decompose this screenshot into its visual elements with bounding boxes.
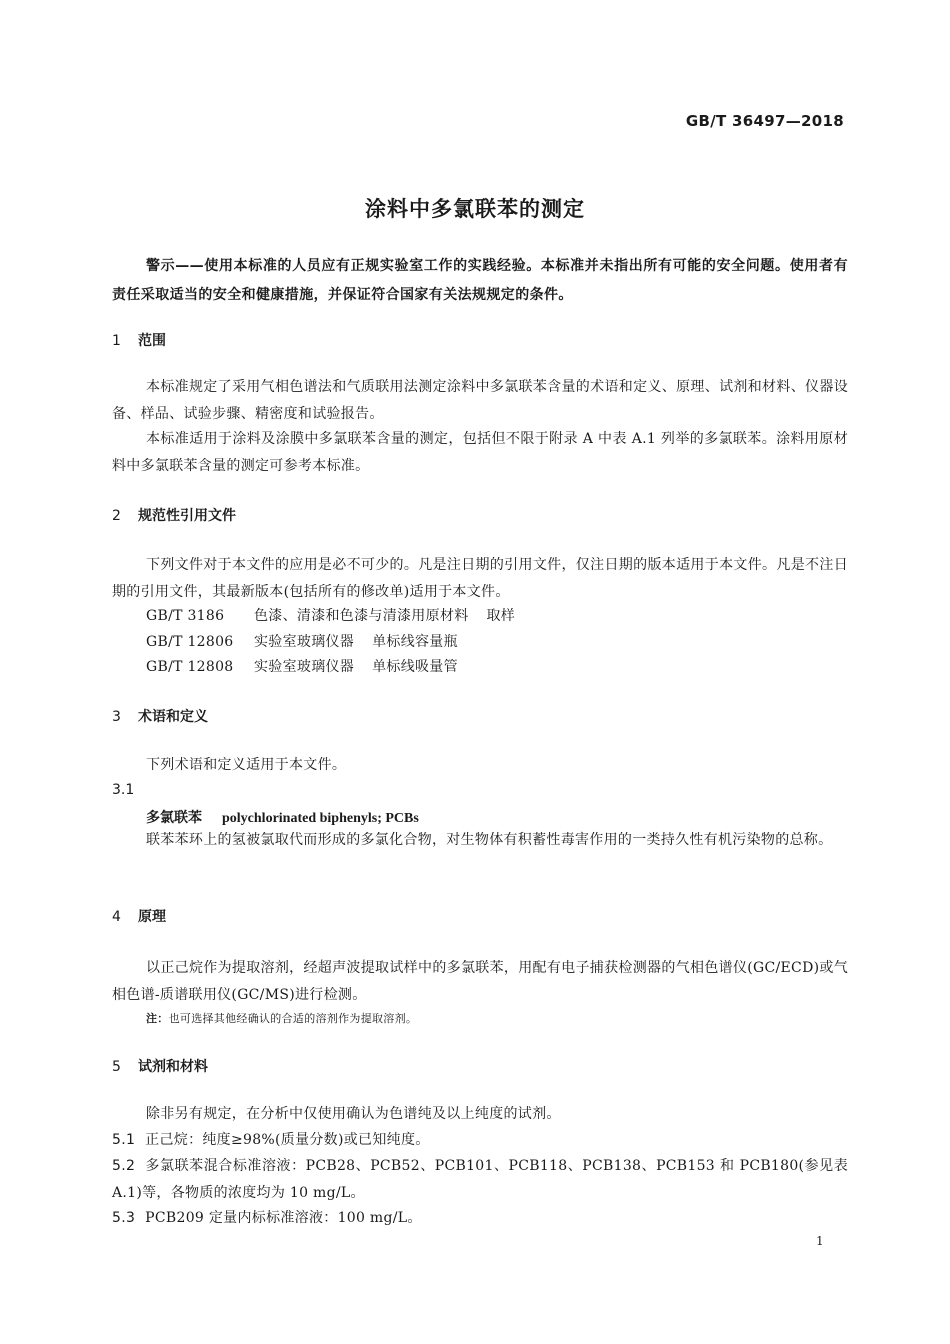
section-title: 范围	[138, 333, 166, 349]
section-number: 1	[112, 333, 121, 349]
clause-text: PCB209 定量内标标准溶液：100 mg/L。	[145, 1210, 422, 1226]
section-title: 规范性引用文件	[138, 508, 236, 524]
section-1-paragraph-1: 本标准规定了采用气相色谱法和气质联用法测定涂料中多氯联苯含量的术语和定义、原理、试剂和材料、仪器设备、样品、试验步骤、精密度和试验报告。	[112, 379, 848, 422]
document-title: 涂料中多氯联苯的测定	[365, 197, 585, 221]
section-5-heading	[112, 1056, 208, 1076]
reference-subtitle: 取样	[486, 608, 516, 624]
section-3-paragraph-1: 下列术语和定义适用于本文件。	[146, 757, 347, 773]
clause-item	[112, 1205, 848, 1232]
term-chinese: 多氯联苯	[146, 810, 202, 826]
section-4-paragraph-1: 以正己烷作为提取溶剂，经超声波提取试样中的多氯联苯，用配有电子捕获检测器的气相色谱仪(GC/ECD)或气相色谱-质谱联用仪(GC/MS)进行检测。	[112, 960, 848, 1003]
reference-subtitle: 单标线容量瓶	[372, 634, 458, 650]
reference-item	[146, 605, 515, 625]
clause-number: 5.3	[112, 1210, 136, 1226]
section-2-heading	[112, 505, 236, 525]
term-definition: 联苯苯环上的氢被氯取代而形成的多氯化合物，对生物体有积蓄性毒害作用的一类持久性有机污染物的总称。	[146, 832, 833, 848]
note-label: 注：	[146, 1012, 169, 1025]
section-5-paragraph-1: 除非另有规定，在分析中仅使用确认为色谱纯及以上纯度的试剂。	[146, 1106, 561, 1122]
clause-text: 多氯联苯混合标准溶液：PCB28、PCB52、PCB101、PCB118、PCB138、PCB153 和 PCB180(参见表 A.1)等，各物质的浓度均为 10 mg/L。	[112, 1158, 848, 1201]
reference-title: 色漆、清漆和色漆与清漆用原材料	[254, 608, 469, 624]
section-1-heading	[112, 330, 166, 350]
section-number: 4	[112, 909, 121, 925]
section-number: 2	[112, 508, 121, 524]
page-number: 1	[816, 1234, 824, 1248]
standard-code: GB/T 36497—2018	[685, 112, 844, 130]
section-number: 3	[112, 709, 121, 725]
section-1-paragraph-2: 本标准适用于涂料及涂膜中多氯联苯含量的测定，包括但不限于附录 A 中表 A.1 列举的多氯联苯。涂料用原材料中多氯联苯含量的测定可参考本标准。	[112, 431, 848, 474]
section-3-heading	[112, 706, 208, 726]
reference-code: GB/T 3186	[146, 608, 225, 624]
reference-code: GB/T 12808	[146, 659, 234, 675]
reference-title: 实验室玻璃仪器	[254, 659, 355, 675]
clause-item	[112, 1153, 848, 1207]
term-english: polychlorinated biphenyls; PCBs	[222, 811, 419, 826]
section-2-paragraph-1: 下列文件对于本文件的应用是必不可少的。凡是注日期的引用文件，仅注日期的版本适用于本文件。凡是不注日期的引用文件，其最新版本(包括所有的修改单)适用于本文件。	[112, 557, 848, 600]
section-4-heading	[112, 906, 166, 926]
section-title: 原理	[138, 909, 166, 925]
reference-item	[146, 656, 458, 676]
clause-number: 5.1	[112, 1132, 136, 1148]
reference-item	[146, 631, 458, 651]
reference-title: 实验室玻璃仪器	[254, 634, 355, 650]
note	[146, 1010, 417, 1026]
clause-text: 正己烷：纯度≥98%(质量分数)或已知纯度。	[145, 1132, 430, 1148]
note-text: 也可选择其他经确认的合适的溶剂作为提取溶剂。	[168, 1012, 418, 1025]
clause-item	[112, 1127, 848, 1154]
reference-code: GB/T 12806	[146, 634, 234, 650]
term-entry	[146, 807, 419, 827]
clause-number: 5.2	[112, 1158, 136, 1174]
term-number: 3.1	[112, 782, 135, 798]
section-title: 试剂和材料	[138, 1059, 208, 1075]
section-number: 5	[112, 1059, 121, 1075]
reference-subtitle: 单标线吸量管	[372, 659, 458, 675]
section-title: 术语和定义	[138, 709, 208, 725]
warning-paragraph: 警示——使用本标准的人员应有正规实验室工作的实践经验。本标准并未指出所有可能的安全问题。使用者有责任采取适当的安全和健康措施，并保证符合国家有关法规规定的条件。	[112, 258, 848, 303]
